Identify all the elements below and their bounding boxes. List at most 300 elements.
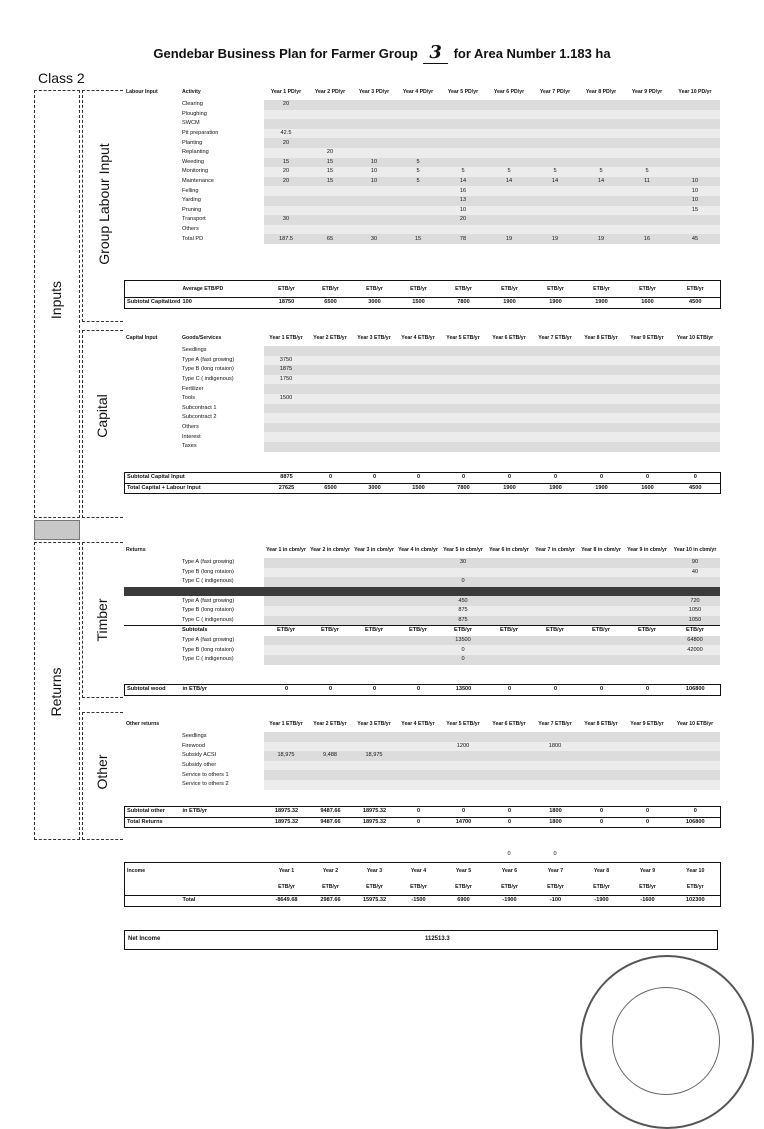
- value-cell: [624, 148, 670, 158]
- value-cell: [624, 442, 670, 452]
- value-cell: [578, 423, 624, 433]
- value-cell: [486, 413, 532, 423]
- label-cell: Total: [181, 896, 265, 907]
- value-cell: 0: [397, 817, 441, 828]
- subtotal-row: [125, 685, 721, 696]
- label-cell: [181, 863, 265, 880]
- value-cell: [352, 129, 396, 139]
- value-cell: Year 8 PD/yr: [585, 88, 617, 95]
- capital-input-table: [124, 330, 720, 452]
- value-cell: [308, 655, 352, 665]
- value-cell: 18,975: [264, 751, 308, 761]
- units-row: [125, 281, 721, 298]
- net-income-value: 112513.3: [425, 936, 450, 942]
- value-cell: [308, 596, 352, 606]
- value-cell: [578, 365, 624, 375]
- category-cell: [124, 119, 180, 129]
- label-cell: [181, 879, 265, 896]
- value-cell: [486, 616, 532, 626]
- label-cell: [180, 542, 264, 558]
- category-cell: [124, 206, 180, 216]
- value-cell: 0: [487, 473, 533, 484]
- value-cell: ETB/yr: [547, 285, 564, 292]
- income-table: [124, 862, 721, 907]
- value-cell: [532, 186, 578, 196]
- table-row: [124, 442, 720, 452]
- value-cell: [352, 596, 396, 606]
- category-cell: [124, 148, 180, 158]
- value-cell: 20: [264, 177, 308, 187]
- value-cell: [578, 384, 624, 394]
- category-cell: [124, 167, 180, 177]
- value-cell: 19: [578, 234, 624, 244]
- value-cell: 15: [308, 158, 352, 168]
- value-cell: [352, 442, 396, 452]
- table-row: [124, 119, 720, 129]
- category-cell: Subtotal wood: [125, 685, 181, 696]
- value-cell: [624, 732, 670, 742]
- value-cell: [352, 356, 396, 366]
- value-cell: Year 4: [410, 867, 427, 874]
- value-cell: Year 2 in cbm/yr: [310, 546, 350, 553]
- category-cell: [124, 568, 180, 578]
- value-cell: [352, 138, 396, 148]
- category-cell: [124, 606, 180, 616]
- label-cell: 100: [181, 298, 265, 309]
- value-cell: [264, 732, 308, 742]
- value-cell: [578, 770, 624, 780]
- value-cell: [532, 636, 578, 646]
- label-cell: Goods/Services: [182, 334, 222, 341]
- value-cell: [396, 780, 440, 790]
- value-cell: 0: [487, 685, 533, 696]
- value-cell: [264, 568, 308, 578]
- value-cell: Year 2 ETB/yr: [313, 334, 347, 341]
- value-cell: Year 7: [547, 867, 564, 874]
- label-cell: Subsidy ACSI: [182, 752, 217, 759]
- table-row: [124, 138, 720, 148]
- table-row: [124, 404, 720, 414]
- value-cell: [264, 432, 308, 442]
- label-cell: Type C ( indigenous): [182, 616, 234, 623]
- value-cell: 14: [578, 177, 624, 187]
- value-cell: [308, 384, 352, 394]
- value-cell: 875: [440, 606, 486, 616]
- value-cell: [532, 138, 578, 148]
- value-cell: 1500: [397, 483, 441, 494]
- value-cell: [670, 225, 720, 235]
- value-cell: [578, 375, 624, 385]
- value-cell: [264, 346, 308, 356]
- value-cell: ETB/yr: [578, 626, 624, 636]
- value-cell: 4500: [671, 298, 721, 309]
- category-cell: [124, 196, 180, 206]
- value-cell: [670, 432, 720, 442]
- value-cell: [396, 423, 440, 433]
- table-row: [124, 558, 720, 568]
- value-cell: [532, 616, 578, 626]
- value-cell: [578, 577, 624, 587]
- value-cell: 0: [507, 851, 511, 858]
- value-cell: ETB/yr: [352, 626, 396, 636]
- labour-subtotal-table: [124, 280, 721, 309]
- value-cell: 30: [352, 234, 396, 244]
- value-cell: [624, 394, 670, 404]
- official-stamp: [580, 955, 754, 1129]
- category-cell: [124, 751, 180, 761]
- value-cell: ETB/yr: [624, 626, 670, 636]
- value-cell: [486, 196, 532, 206]
- value-cell: -8649.68: [265, 896, 309, 907]
- value-cell: [440, 751, 486, 761]
- title-prefix: Gendebar Business Plan for Farmer Group: [153, 46, 418, 61]
- value-cell: [264, 596, 308, 606]
- table-row: [124, 577, 720, 587]
- category-cell: [124, 587, 180, 597]
- value-cell: [578, 138, 624, 148]
- value-cell: [396, 186, 440, 196]
- inputs-label: Inputs: [48, 280, 64, 320]
- value-cell: 64800: [670, 636, 720, 646]
- value-cell: 1600: [625, 483, 671, 494]
- labour-input-table: [124, 84, 720, 244]
- value-cell: [670, 356, 720, 366]
- value-cell: [624, 413, 670, 423]
- value-cell: 1900: [579, 298, 625, 309]
- table-row: [124, 770, 720, 780]
- category-cell: [124, 442, 180, 452]
- value-cell: [396, 119, 440, 129]
- value-cell: [308, 413, 352, 423]
- category-cell: Capital Input: [126, 334, 158, 341]
- value-cell: [440, 850, 486, 860]
- category-cell: [124, 138, 180, 148]
- value-cell: [440, 110, 486, 120]
- value-cell: [486, 158, 532, 168]
- timber-label: Timber: [94, 598, 110, 642]
- value-cell: [352, 119, 396, 129]
- value-cell: 0: [397, 685, 441, 696]
- value-cell: 102300: [671, 896, 721, 907]
- value-cell: [532, 215, 578, 225]
- value-cell: 20: [264, 100, 308, 110]
- value-cell: [264, 442, 308, 452]
- label-cell: [180, 587, 264, 597]
- value-cell: [486, 346, 532, 356]
- value-cell: ETB/yr: [593, 883, 610, 890]
- value-cell: [624, 206, 670, 216]
- category-cell: [124, 356, 180, 366]
- label-cell: Others: [182, 424, 199, 431]
- value-cell: [624, 742, 670, 752]
- value-cell: ETB/yr: [686, 883, 704, 890]
- label-cell: Transport: [182, 216, 206, 223]
- value-cell: 1600: [625, 298, 671, 309]
- value-cell: [486, 596, 532, 606]
- value-cell: 0: [533, 473, 579, 484]
- other-label: Other: [94, 754, 110, 790]
- value-cell: [264, 206, 308, 216]
- value-cell: [486, 384, 532, 394]
- value-cell: 5: [532, 167, 578, 177]
- table-row: [124, 225, 720, 235]
- value-cell: [440, 356, 486, 366]
- value-cell: [308, 100, 352, 110]
- value-cell: Year 2: [322, 867, 339, 874]
- value-cell: 18750: [265, 298, 309, 309]
- value-cell: [440, 158, 486, 168]
- total-row: [125, 896, 721, 907]
- value-cell: [440, 119, 486, 129]
- value-cell: [532, 732, 578, 742]
- table-row: [124, 346, 720, 356]
- header-row: [124, 330, 720, 346]
- value-cell: ETB/yr: [455, 883, 472, 890]
- category-cell: [124, 110, 180, 120]
- value-cell: Year 7 ETB/yr: [538, 334, 572, 341]
- value-cell: [352, 770, 396, 780]
- value-cell: [578, 100, 624, 110]
- label-cell: Maintenance: [182, 178, 215, 185]
- value-cell: Year 1: [278, 867, 295, 874]
- value-cell: [396, 850, 440, 860]
- value-cell: [486, 577, 532, 587]
- value-cell: 78: [440, 234, 486, 244]
- value-cell: 14: [532, 177, 578, 187]
- value-cell: 1050: [670, 606, 720, 616]
- value-cell: [486, 423, 532, 433]
- value-cell: [264, 645, 308, 655]
- value-cell: [624, 110, 670, 120]
- table-row: [124, 384, 720, 394]
- category-cell: [124, 375, 180, 385]
- value-cell: [486, 215, 532, 225]
- value-cell: [440, 442, 486, 452]
- value-cell: Year 5: [455, 867, 472, 874]
- value-cell: [396, 138, 440, 148]
- value-cell: [578, 196, 624, 206]
- value-cell: [308, 761, 352, 771]
- value-cell: [532, 558, 578, 568]
- value-cell: [440, 138, 486, 148]
- value-cell: ETB/yr: [639, 883, 656, 890]
- value-cell: [352, 761, 396, 771]
- value-cell: [440, 568, 486, 578]
- value-cell: [396, 761, 440, 771]
- value-cell: [578, 404, 624, 414]
- label-cell: Seedlings: [182, 347, 207, 354]
- value-cell: 1200: [440, 742, 486, 752]
- value-cell: [624, 761, 670, 771]
- label-cell: Tools: [182, 395, 196, 402]
- table-row: [124, 234, 720, 244]
- table-row: [124, 215, 720, 225]
- value-cell: [578, 732, 624, 742]
- value-cell: [352, 384, 396, 394]
- value-cell: 18975.32: [353, 807, 397, 818]
- value-cell: 0: [440, 645, 486, 655]
- value-cell: Year 9 ETB/yr: [630, 720, 664, 727]
- value-cell: 6500: [309, 483, 353, 494]
- value-cell: [486, 606, 532, 616]
- value-cell: [396, 215, 440, 225]
- value-cell: [486, 568, 532, 578]
- label-cell: Type C ( indigenous): [182, 656, 234, 663]
- value-cell: [308, 110, 352, 120]
- value-cell: 10: [440, 206, 486, 216]
- value-cell: [624, 100, 670, 110]
- value-cell: [624, 770, 670, 780]
- value-cell: [578, 225, 624, 235]
- value-cell: 9487.66: [309, 817, 353, 828]
- value-cell: 15: [670, 206, 720, 216]
- value-cell: 13: [440, 196, 486, 206]
- label-cell: [180, 716, 264, 732]
- value-cell: ETB/yr: [593, 285, 610, 292]
- value-cell: 18975.32: [353, 817, 397, 828]
- category-cell: Returns: [126, 546, 146, 553]
- value-cell: Year 9 ETB/yr: [630, 334, 664, 341]
- table-row: [124, 129, 720, 139]
- value-cell: [264, 587, 308, 597]
- value-cell: [352, 780, 396, 790]
- value-cell: [308, 442, 352, 452]
- value-cell: [624, 186, 670, 196]
- value-cell: [624, 384, 670, 394]
- value-cell: 20: [440, 215, 486, 225]
- value-cell: Year 10: [686, 867, 705, 874]
- value-cell: [440, 384, 486, 394]
- category-cell: [124, 100, 180, 110]
- value-cell: 40: [670, 568, 720, 578]
- value-cell: [396, 225, 440, 235]
- timber-subtotal-table: [124, 684, 721, 696]
- value-cell: 20: [308, 148, 352, 158]
- table-row: [124, 761, 720, 771]
- category-cell: [124, 346, 180, 356]
- value-cell: [486, 186, 532, 196]
- value-cell: 187.5: [264, 234, 308, 244]
- value-cell: [578, 186, 624, 196]
- net-income-label: Net Income: [128, 936, 161, 942]
- category-cell: [124, 186, 180, 196]
- value-cell: [308, 423, 352, 433]
- value-cell: ETB/yr: [366, 285, 383, 292]
- header-row: [124, 84, 720, 100]
- timber-returns-table: [124, 542, 720, 665]
- value-cell: [670, 742, 720, 752]
- value-cell: Year 5 ETB/yr: [446, 720, 480, 727]
- value-cell: [578, 850, 624, 860]
- value-cell: [670, 158, 720, 168]
- value-cell: 0: [441, 807, 487, 818]
- value-cell: 8875: [265, 473, 309, 484]
- value-cell: ETB/yr: [396, 626, 440, 636]
- value-cell: 0: [353, 473, 397, 484]
- value-cell: [308, 346, 352, 356]
- value-cell: [396, 645, 440, 655]
- value-cell: [624, 423, 670, 433]
- label-cell: Interest: [182, 433, 201, 440]
- label-cell: Type A (fast growing): [182, 597, 235, 604]
- value-cell: [352, 558, 396, 568]
- label-cell: Total PD: [182, 235, 204, 242]
- value-cell: [352, 742, 396, 752]
- value-cell: Year 5 in cbm/yr: [443, 546, 483, 553]
- value-cell: 0: [309, 473, 353, 484]
- value-cell: [308, 206, 352, 216]
- value-cell: [532, 119, 578, 129]
- value-cell: [532, 645, 578, 655]
- value-cell: [624, 196, 670, 206]
- value-cell: [352, 423, 396, 433]
- value-cell: [308, 636, 352, 646]
- value-cell: 106800: [671, 817, 721, 828]
- value-cell: Year 1 in cbm/yr: [266, 546, 306, 553]
- value-cell: [532, 129, 578, 139]
- value-cell: Year 5 ETB/yr: [446, 334, 480, 341]
- category-cell: [124, 655, 180, 665]
- value-cell: [352, 568, 396, 578]
- title-group-number: 3: [423, 42, 448, 64]
- value-cell: [670, 384, 720, 394]
- label-cell: Felling: [182, 187, 199, 194]
- value-cell: [578, 780, 624, 790]
- value-cell: 0: [671, 807, 721, 818]
- value-cell: [486, 742, 532, 752]
- value-cell: ETB/yr: [686, 285, 704, 292]
- value-cell: Year 8 in cbm/yr: [581, 546, 621, 553]
- table-row: [124, 394, 720, 404]
- label-cell: [180, 850, 264, 860]
- value-cell: [578, 110, 624, 120]
- value-cell: 5: [396, 167, 440, 177]
- header-row: [124, 542, 720, 558]
- value-cell: [308, 119, 352, 129]
- value-cell: 14700: [441, 817, 487, 828]
- value-cell: [532, 751, 578, 761]
- value-cell: [352, 577, 396, 587]
- value-cell: Year 2 ETB/yr: [313, 720, 347, 727]
- value-cell: 15975.32: [353, 896, 397, 907]
- label-cell: Average ETB/PD: [182, 285, 224, 292]
- value-cell: ETB/yr: [366, 883, 383, 890]
- table-row: [124, 568, 720, 578]
- value-cell: [396, 732, 440, 742]
- category-cell: [124, 616, 180, 626]
- value-cell: Year 6 ETB/yr: [492, 334, 526, 341]
- value-cell: 3000: [353, 298, 397, 309]
- subtotal-row: [125, 807, 721, 818]
- value-cell: [532, 206, 578, 216]
- value-cell: [264, 850, 308, 860]
- label-cell: Firewood: [182, 742, 206, 749]
- value-cell: 1875: [264, 365, 308, 375]
- value-cell: Year 6 ETB/yr: [492, 720, 526, 727]
- category-cell: Subtotal Capital Input: [125, 473, 181, 484]
- value-cell: [624, 568, 670, 578]
- value-cell: 1900: [579, 483, 625, 494]
- value-cell: [670, 423, 720, 433]
- table-row: [124, 645, 720, 655]
- value-cell: [264, 196, 308, 206]
- other-extra-table: [124, 850, 720, 860]
- value-cell: [264, 636, 308, 646]
- value-cell: Year 5 PD/yr: [447, 88, 479, 95]
- table-row: [124, 413, 720, 423]
- value-cell: [396, 404, 440, 414]
- value-cell: [624, 158, 670, 168]
